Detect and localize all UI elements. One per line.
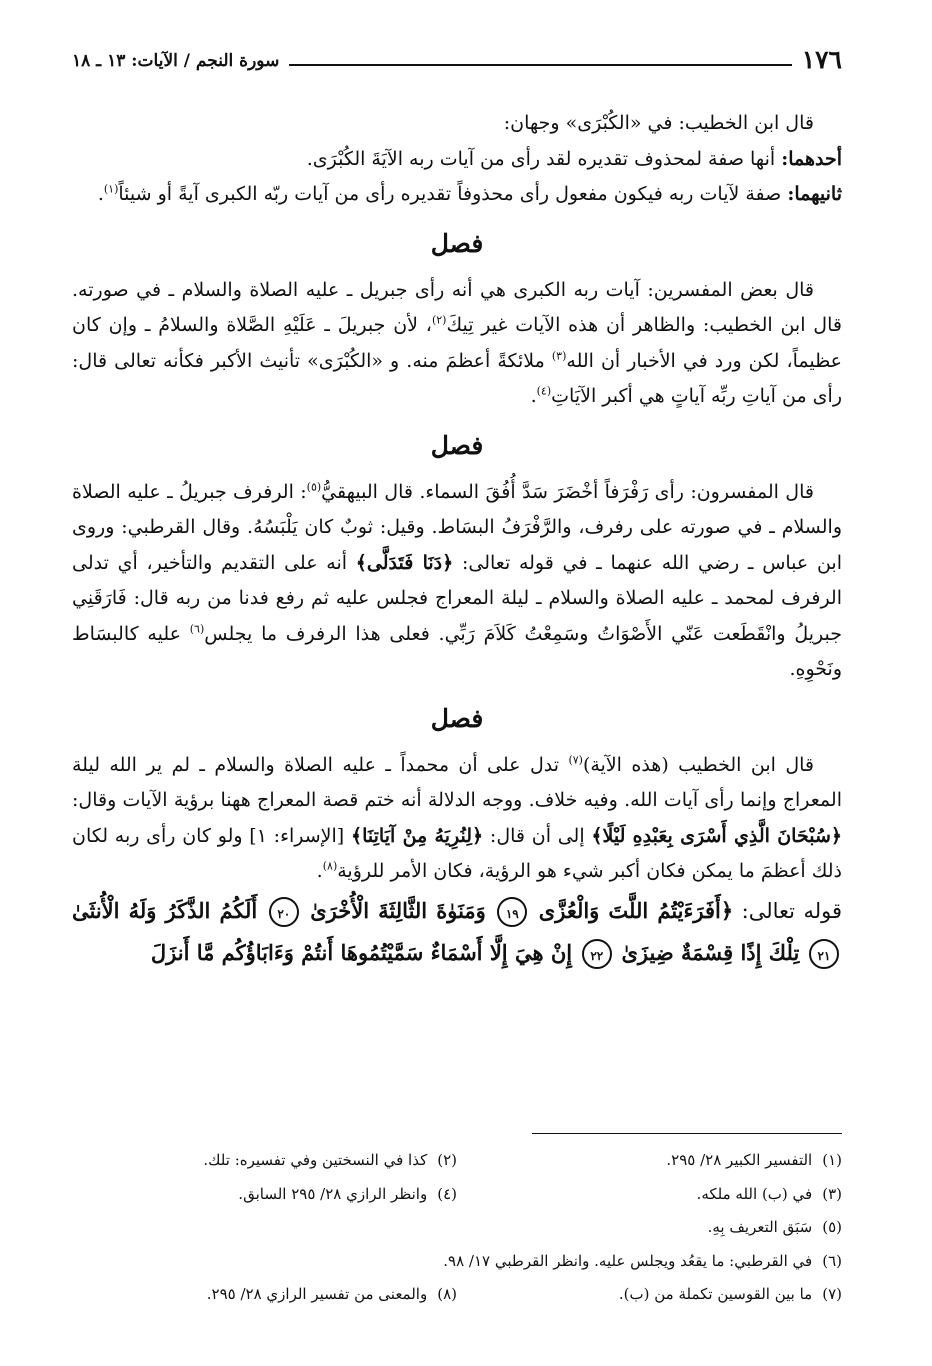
footnote-text: في القرطبي: ما يقعُد ويجلس عليه. وانظر القرطبي ١٧/ ٩٨.	[443, 1251, 813, 1270]
footnote	[457, 1144, 842, 1178]
footnote-row	[72, 1178, 842, 1212]
footnote-number: (٣)	[822, 1184, 842, 1203]
paragraph-intro	[72, 106, 842, 142]
footnote-ref[interactable]: (٢)	[431, 313, 447, 327]
footnote-ref[interactable]: (٨)	[322, 859, 338, 873]
ayah-number-marker: ٢٠	[269, 897, 299, 927]
verse-block	[72, 890, 842, 974]
section-heading: فصل	[430, 228, 484, 258]
footnote-text: كذا في النسختين وفي تفسيره: تلك.	[203, 1151, 428, 1169]
paragraph-text: قال ابن الخطيب (هذه الآية)	[582, 753, 814, 776]
footnote	[72, 1278, 457, 1312]
footnote	[457, 1278, 842, 1312]
paragraph-section1	[72, 273, 842, 415]
paragraph-text: إلى أن قال:	[483, 824, 592, 847]
paragraph-text: ، لأن جبريلَ ـ عَلَيْهِ الصَّلاة والسلامُ ـ وإن كان عظيماً، لكن ورد في الأخبار أن الله	[72, 314, 843, 372]
paragraph-text: ملائكةً أعظمَ منه. و «الكُبْرَى» تأنيث الأكبر فكأنه تعالى قال: رأى من آياتِ ربِّه آياتٍ هي أكبر الآيَاتِ	[72, 349, 842, 407]
footnote-ref[interactable]: (٣)	[551, 349, 567, 363]
footnote	[457, 1178, 842, 1212]
verse-text: تِلْكَ إِذًا قِسْمَةٌ ضِيزَىٰ	[621, 939, 800, 965]
paragraph-text: أنه على التقديم والتأخير، أي تدلى الرفرف لمحمد ـ عليه الصلاة والسلام ـ ليلة المعراج فجلس عليه ثم رفع فدنا من ربه قال: فَارَقَنِي جبريلُ وانْقَطَعت عَنّي الأَصْوَاتُ وسَمِعْتُ كَلاَمَ رَبِّي. فعلى هذا الرفرف ما يجلس	[72, 551, 842, 645]
paragraph-first-aspect	[72, 142, 842, 178]
paragraph-end: .	[530, 385, 537, 407]
main-text	[72, 106, 842, 974]
footnote-number: (٥)	[822, 1218, 842, 1236]
paragraph-section3	[72, 748, 842, 890]
footnote-row	[72, 1245, 842, 1279]
book-page	[72, 36, 842, 1336]
ayah-number-marker: ٢١	[809, 939, 839, 969]
paragraph-text: صفة لآيات ربه فيكون مفعول رأى محذوفاً تقديره رأى من آيات ربّه الكبرى آيةً أو شيئاً	[118, 183, 788, 205]
footnote-text: ما بين القوسين تكملة من (ب).	[618, 1285, 813, 1303]
footnote-text: التفسير الكبير ٢٨/ ٢٩٥.	[666, 1151, 813, 1169]
verse-text: أَلَكُمُ الذَّكَرُ وَلَهُ الْأُنثَىٰ	[72, 897, 258, 923]
footnote-ref[interactable]: (٤)	[536, 384, 552, 398]
paragraph-second-aspect	[72, 177, 842, 213]
running-header	[72, 36, 842, 74]
footnote-ref[interactable]: (١)	[103, 182, 119, 196]
footnote-text: في (ب) الله ملكه.	[696, 1184, 813, 1203]
footnote-number: (٨)	[437, 1285, 457, 1303]
footnote-text: والمعنى من تفسير الرازي ٢٨/ ٢٩٥.	[206, 1285, 428, 1303]
paragraph-end: .	[316, 860, 323, 882]
quran-quote: ﴿لِنُرِيَهُ مِنْ آيَاتِنَا﴾	[350, 824, 484, 847]
footnote-row	[72, 1278, 842, 1312]
footnote	[72, 1178, 457, 1212]
lead-word: أحدهما:	[781, 147, 842, 170]
ayah-number-marker: ٢٢	[582, 939, 612, 969]
verse-text: إِنْ هِيَ إِلَّا أَسْمَاءٌ سَمَّيْتُمُوهَا أَنتُمْ وَءَابَاؤُكُم مَّا أَنزَلَ	[150, 939, 573, 965]
paragraph-text: قال بعض المفسرين: آيات ربه الكبرى هي أنه رأى جبريل ـ عليه الصلاة والسلام ـ في صورته. قال ابن الخطيب: والظاهر أن هذه الآيات غير تِيكَ	[72, 278, 842, 336]
quran-quote: ﴿سُبْحَانَ الَّذِي أَسْرَى بِعَبْدِهِ لَيْلًا﴾	[591, 824, 843, 847]
section-heading: فصل	[430, 430, 484, 460]
footnote	[708, 1211, 842, 1245]
footnote-number: (٧)	[822, 1285, 842, 1303]
header-rule	[289, 64, 791, 66]
footnote-ref[interactable]: (٧)	[568, 753, 583, 767]
footnote-row	[72, 1211, 842, 1245]
footnote	[72, 1144, 457, 1178]
ayah-number-marker: ١٩	[497, 897, 527, 927]
paragraph-text: تدل على أن محمداً ـ عليه الصلاة والسلام ـ لم ير الله ليلة المعراج وإنما رأى آيات الله. وفيه خلاف. ووجه الدلالة أنه ختم قصة المعراج ههنا برؤية الآيات وقال:	[72, 753, 842, 811]
paragraph-text: : الرفرف جبريلُ ـ عليه الصلاة والسلام ـ في صورته على رفرف، والرَّفْرَفُ البسَاط. وقيل: ثوبٌ كان يَلْبَسُهُ. وقال القرطبي: وروى ابن عباس ـ رضي الله عنهما ـ في قوله تعالى:	[72, 480, 842, 574]
paragraph-text: [الإسراء: ١] ولو كان رأى ربه لكان ذلك أعظمَ ما يمكن فكان أكبر شيء هو الرؤية، فكان الأمر للرؤية	[72, 824, 842, 882]
footnote-ref[interactable]: (٥)	[306, 480, 322, 494]
paragraph-text: قال ابن الخطيب: في «الكُبْرَى» وجهان:	[503, 112, 814, 134]
footnote-number: (٢)	[437, 1151, 457, 1169]
running-title: سورة النجم / الآيات: ١٣ ـ ١٨	[72, 51, 280, 71]
footnote-number: (٤)	[437, 1184, 457, 1203]
footnote-number: (١)	[822, 1151, 842, 1169]
verse-text: ﴿أَفَرَءَيْتُمُ اللَّتَ وَالْعُزَّى	[538, 897, 734, 923]
footnote-separator	[532, 1133, 842, 1134]
verse-text: وَمَنَوٰةَ الثَّالِثَةَ الْأُخْرَىٰ	[310, 897, 486, 923]
paragraph-end: .	[97, 183, 104, 205]
section-heading: فصل	[430, 703, 484, 733]
footnote-row	[72, 1144, 842, 1178]
lead-word: ثانيهما:	[787, 183, 842, 205]
paragraph-text: عليه كالبسَاط ونَحْوِهِ.	[72, 622, 842, 680]
paragraph-text: قال المفسرون: رأى رَفْرَفاً أخْضَرَ سَدَّ أُفُقَ السماء. قال البيهقيُّ	[321, 480, 814, 503]
verse-intro: قوله تعالى:	[733, 898, 842, 923]
paragraph-section2	[72, 475, 842, 688]
footnote-ref[interactable]: (٦)	[189, 622, 205, 636]
footnotes	[72, 1144, 842, 1312]
footnote	[443, 1245, 842, 1279]
quran-quote: ﴿دَنَا فَتَدَلَّى﴾	[355, 551, 454, 574]
footnote-text: وانظر الرازي ٢٨/ ٢٩٥ السابق.	[238, 1184, 428, 1203]
page-number: ١٧٦	[801, 45, 842, 74]
footnote-number: (٦)	[822, 1251, 842, 1270]
footnote-text: سَبَق التعريف بِهِ.	[707, 1218, 813, 1236]
paragraph-text: أنها صفة لمحذوف تقديره لقد رأى من آيات ربه الآيَةَ الكُبْرَى.	[306, 147, 782, 170]
